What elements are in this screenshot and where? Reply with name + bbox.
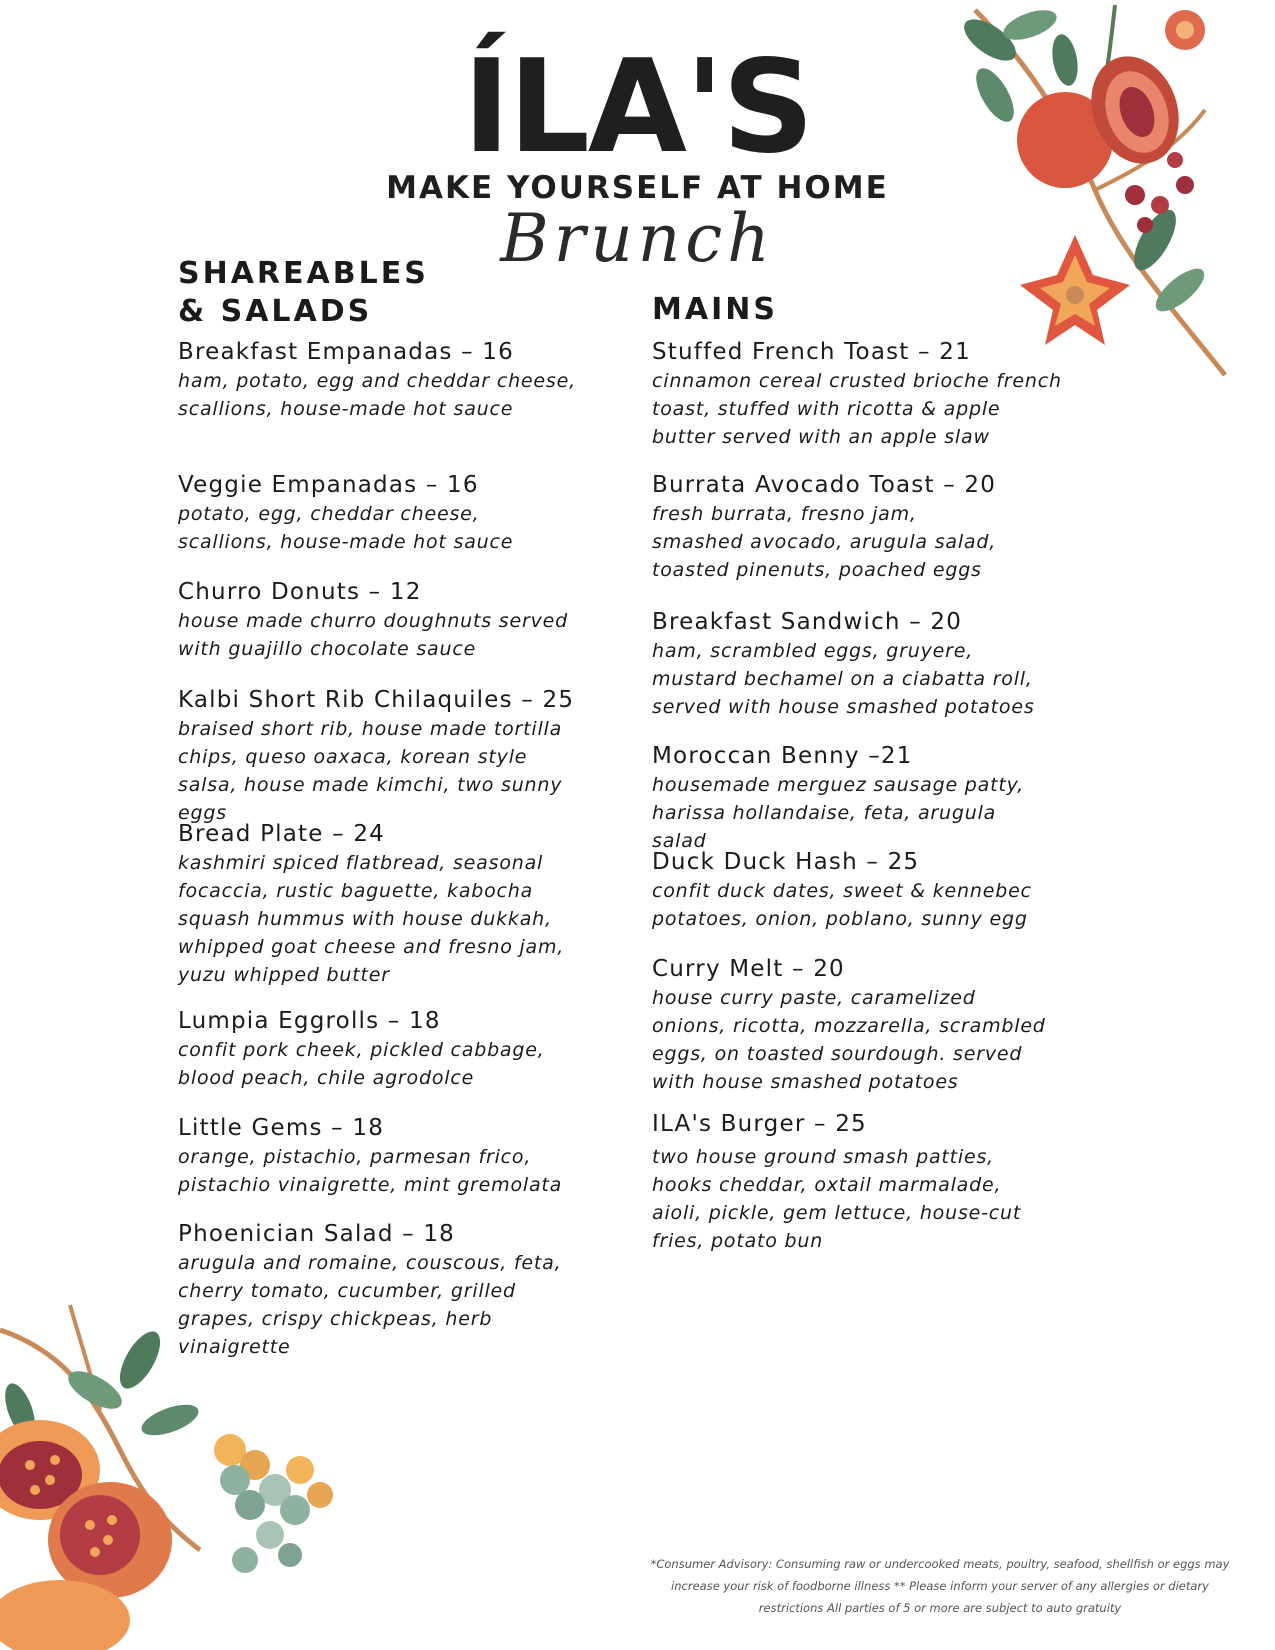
item-name: Little Gems – 18 [178, 1115, 385, 1141]
item-name: Duck Duck Hash – 25 [652, 849, 920, 875]
item-description: two house ground smash patties, hooks cheddar, oxtail marmalade, aioli, pickle, gem lettuce, house-cut fries, potato bun [652, 1146, 1022, 1252]
menu-item [652, 607, 1052, 721]
tagline: MAKE YOURSELF AT HOME [386, 170, 889, 206]
menu-item [652, 337, 1062, 451]
menu-item [652, 741, 1052, 855]
item-name: Phoenician Salad – 18 [178, 1221, 456, 1247]
item-name: Burrata Avocado Toast – 20 [652, 472, 997, 498]
menu-item [178, 1006, 578, 1092]
item-description: fresh burrata, fresno jam, smashed avocado, arugula salad, toasted pinenuts, poached eggs [652, 503, 997, 581]
menu-item [652, 847, 1052, 933]
item-description: cinnamon cereal crusted brioche french toast, stuffed with ricotta & apple butter served with an apple slaw [652, 370, 1062, 448]
item-name: Churro Donuts – 12 [178, 579, 422, 605]
item-name: Breakfast Sandwich – 20 [652, 609, 963, 635]
item-name: Veggie Empanadas – 16 [178, 472, 479, 498]
item-name: Lumpia Eggrolls – 18 [178, 1008, 441, 1034]
menu-item [652, 1109, 1052, 1255]
menu-item [652, 470, 1002, 584]
menu-item [178, 577, 578, 663]
item-description: housemade merguez sausage patty, harissa hollandaise, feta, arugula salad [652, 774, 1024, 852]
item-name: ILA's Burger – 25 [652, 1111, 867, 1137]
item-description: confit pork cheek, pickled cabbage, blood peach, chile agrodolce [178, 1039, 545, 1089]
item-description: orange, pistachio, parmesan frico, pistachio vinaigrette, mint gremolata [178, 1146, 563, 1196]
item-description: house made churro doughnuts served with guajillo chocolate sauce [178, 610, 568, 660]
item-description: ham, scrambled eggs, gruyere, mustard bechamel on a ciabatta roll, served with house smashed potatoes [652, 640, 1035, 718]
item-description: confit duck dates, sweet & kennebec potatoes, onion, poblano, sunny egg [652, 880, 1032, 930]
item-description: arugula and romaine, couscous, feta, cherry tomato, cucumber, grilled grapes, crispy chickpeas, herb vinaigrette [178, 1252, 562, 1358]
consumer-advisory: *Consumer Advisory: Consuming raw or undercooked meats, poultry, seafood, shellfish or eggs may increase your risk of foodborne illness ** Please inform your server of any allergies or dietary restrictions All parties of 5 or more are subject to auto gratuity [650, 1557, 1230, 1615]
menu-item [652, 954, 1052, 1096]
item-name: Curry Melt – 20 [652, 956, 845, 982]
menu-item [178, 1219, 578, 1361]
section-title-shareables: SHAREABLES & SALADS [178, 256, 429, 329]
section-title-mains: MAINS [652, 292, 778, 327]
item-name: Kalbi Short Rib Chilaquiles – 25 [178, 687, 575, 713]
menu-item [178, 819, 578, 989]
item-description: braised short rib, house made tortilla chips, queso oaxaca, korean style salsa, house made kimchi, two sunny eggs [178, 718, 563, 824]
item-description: potato, egg, cheddar cheese, scallions, house-made hot sauce [178, 503, 514, 553]
menu-item [178, 685, 578, 827]
menu-item [178, 337, 578, 423]
menu-subtitle: Brunch [500, 200, 775, 277]
item-description: ham, potato, egg and cheddar cheese, scallions, house-made hot sauce [178, 370, 576, 420]
item-name: Bread Plate – 24 [178, 821, 385, 847]
item-description: kashmiri spiced flatbread, seasonal focaccia, rustic baguette, kabocha squash hummus with house dukkah, whipped goat cheese and fresno jam, yuzu whipped butter [178, 852, 565, 986]
item-name: Stuffed French Toast – 21 [652, 339, 971, 365]
menu-item [178, 470, 578, 556]
menu-item [178, 1113, 578, 1199]
item-name: Breakfast Empanadas – 16 [178, 339, 514, 365]
item-description: house curry paste, caramelized onions, ricotta, mozzarella, scrambled eggs, on toasted sourdough. served with house smashed potatoes [652, 987, 1046, 1093]
restaurant-logo: ÍLA'S [462, 33, 813, 182]
item-name: Moroccan Benny –21 [652, 743, 913, 769]
